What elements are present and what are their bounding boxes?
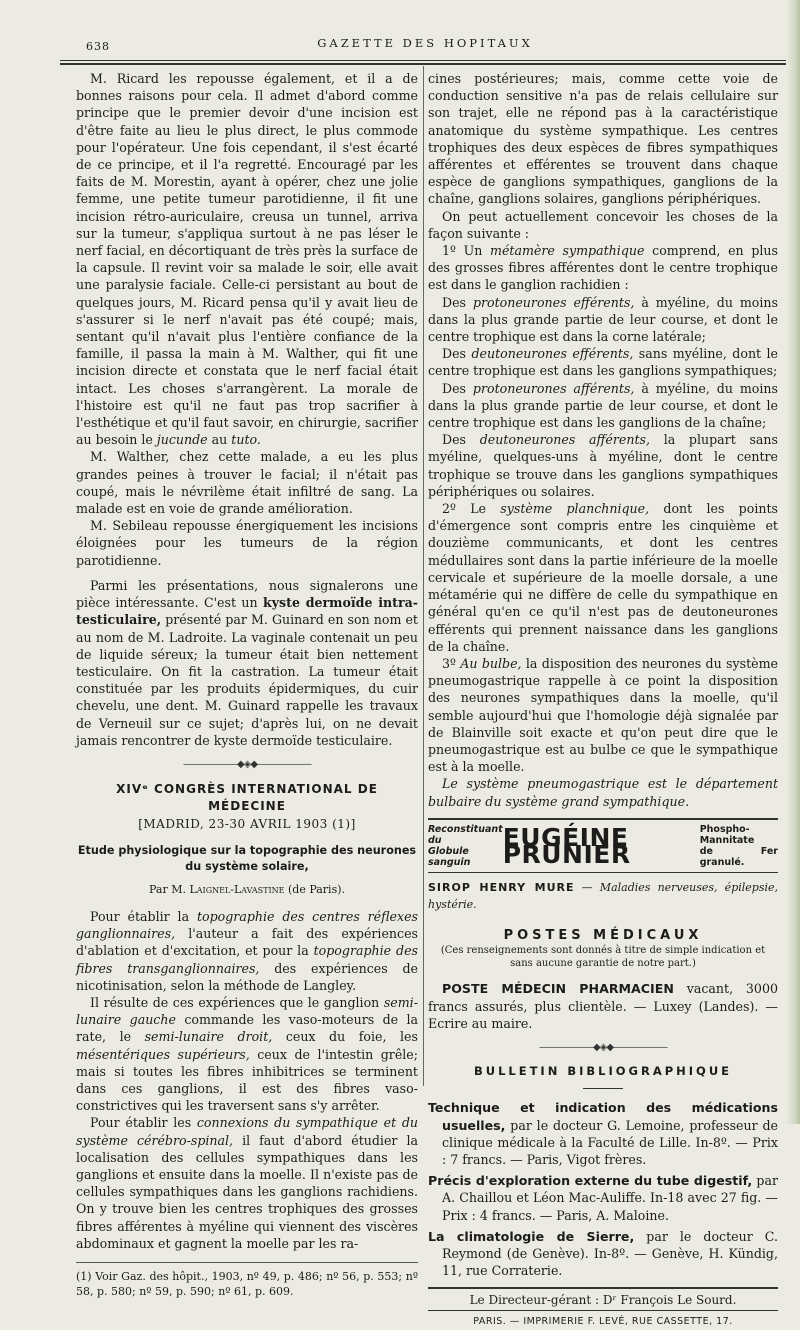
paragraph: Le système pneumogastrique est le département bulbaire du système grand sympathique. <box>428 776 778 809</box>
paragraph: On peut actuellement concevoir les choses de la façon suivante : <box>428 208 778 241</box>
paragraph: POSTE MÉDECIN PHARMACIEN vacant, 3000 francs assurés, plus clientèle. — Luxey (Landes). — Ecrire au maire. <box>428 981 778 1031</box>
paragraph: M. Ricard les repousse également, et il a de bonnes raisons pour cela. Il admet d'abord comme principe que le premier devoir d'une incision est d'être faite au lieu le plus direct, le plus commode pour l'opérateur. Une fois cependant, il s'est écarté de ce principe, et il l'a regretté. Encouragé par les faits de M. Morestin, ayant à opérer, chez une jolie femme, une petite tumeur parotidienne, il fit une incision rétro-auriculaire, creusa un tunnel, arriva sur la tumeur, s'appliqua surtout à ne pas léser le nerf facial, en décortiquant de très près la surface de la capsule. Il revint voir sa malade le soir, elle avait une paralysie faciale. Celle-ci persistant au bout de quelques jours, M. Ricard pensa qu'il y avait lieu de s'assurer si le nerf n'avait pas été coupé; mais, sentant qu'il n'avait plus l'entière confiance de la famille, il passa la main à M. Walther, qui fit une incision directe et constata que le nerf facial était intact. Les choses s'arrangèrent. La morale de l'histoire est qu'il ne faut pas trop sacrifier à l'esthétique et qu'il faut savoir, en chirurgie, sacrifier au besoin le jucunde au tuto. <box>76 71 418 448</box>
footer-rule <box>428 1287 778 1289</box>
ad-brand-name: EUGÉINE PRUNIER <box>502 822 631 869</box>
paragraph: 2º Le système planchnique, dont les points d'émergence sont compris entre les cinquième et douzième communicants, et dont les centres médullaires sont dans la partie inférieure de la moelle cervicale et supérieure de la moelle dorsale, a une métamérie qui ne diffère de celle du sympathique en général qu'en ce qu'il n'est pas de deutoneurones efférents qui prennent naissance dans les ganglions de la chaîne. <box>428 501 778 654</box>
paragraph: 1º Un métamère sympathique comprend, en plus des grosses fibres afférentes dont le centre trophique est dans le ganglion rachidien : <box>428 243 779 293</box>
paragraph: Pour établir les connexions du sympathique et du système cérébro-spinal, il faut d'abord étudier la localisation des cellules sympathiques dans les ganglions et ensuite dans la moelle. Il n'existe pas de cellules sympathiques dans les ganglions rachidiens. On y trouve bien les centres trophiques des grosses fibres afférentes à myéline qui viennent des viscères abdominaux et gagnent la moelle par les ra- <box>76 1115 418 1251</box>
advertisement-eugeine-prunier <box>428 818 778 873</box>
footnote: (1) Voir Gaz. des hôpit., 1903, nº 49, p. 486; nº 56, p. 553; nº 58, p. 580; nº 59, p. 590; nº 61, p. 609. <box>76 1270 418 1298</box>
section-note: (Ces renseignements sont donnés à titre de simple indication et sans aucune garantie de notre part.) <box>440 945 766 970</box>
separator-ornament: ——————◆◈◆—————— <box>182 758 312 770</box>
section-heading-postes: POSTES MÉDICAUX <box>503 928 703 944</box>
bibliography-entry: Précis d'exploration externe du tube digestif, par A. Chaillou et Léon Mac-Auliffe. In-18 avec 27 fig. — Prix : 4 francs. — Paris, A. Maloine. <box>428 1173 778 1223</box>
paragraph: Des deutoneurones afférents, la plupart sans myéline, quelques-uns à myéline, dont le centre trophique se trouve dans les ganglions sympathiques périphériques ou solaires. <box>428 432 778 499</box>
separator-ornament: ——————◆◈◆—————— <box>538 1041 668 1053</box>
article-author: Par M. Laignel-Lavastine (de Paris). <box>148 882 345 896</box>
footnote-rule <box>76 1262 418 1263</box>
page-edge <box>786 0 800 1124</box>
article-title: Etude physiologique sur la topographie des neurones du système solaire, <box>77 843 417 873</box>
paragraph: Des deutoneurones efférents, sans myéline, dont le centre trophique est dans les ganglions sympathiques; <box>428 346 779 379</box>
left-column <box>76 70 418 1299</box>
paragraph: cines postérieures; mais, comme cette voie de conduction sensitive n'a pas de relais cellulaire sur son trajet, elle ne répond pas à la caractéristique anatomique du système sympathique. Les centres trophiques des deux espèces de fibres sympathiques afférentes et efférentes se trouvent dans chaque espèce de ganglions sympathiques, ganglions de la chaîne, ganglions solaires, ganglions périphériques. <box>428 71 778 207</box>
paragraph: Parmi les présentations, nous signalerons une pièce intéressante. C'est un kyste dermoïde intra-testiculaire, présenté par M. Guinard en son nom et au nom de M. Ladroite. La vaginale contenait un peu de liquide séreux; la tumeur était bien nettement testiculaire. On fit la castration. La tumeur était constituée par les produits épidermiques, du cuir chevelu, une dent. M. Guinard rappelle les travaux de Verneuil sur ce sujet; d'après lui, on ne devait jamais rencontrer de kyste dermoïde testiculaire. <box>76 577 419 748</box>
paragraph: 3º Au bulbe, la disposition des neurones du système pneumogastrique rappelle à ce point la disposition des neurones sympathiques dans la moelle, qu'il semble aujourd'hui que l'homologie déjà signalée par de Blainville soit exacte et qu'on peut dire que le pneumogastrique est au bulbe ce que le sympathique est à la moelle. <box>428 655 778 775</box>
printer-line: PARIS. — IMPRIMERIE F. LEVÉ, RUE CASSETTE, 17. <box>428 1310 778 1330</box>
bibliography-entry: La climatologie de Sierre, par le docteur C. Reymond (de Genève). In-8º. — Genève, H. Kündig, 11, rue Corraterie. <box>428 1228 778 1279</box>
paragraph: M. Sebileau repousse énergiquement les incisions éloignées pour les tumeurs de la région parotidienne. <box>76 518 418 568</box>
paragraph: Des protoneurones efférents, à myéline, du moins dans la plus grande partie de leur course, et dont le centre trophique est dans la corne latérale; <box>428 294 778 345</box>
ad-tagline-right: Phospho-Mannitate de Fer granulé. <box>699 823 778 868</box>
paragraph: Il résulte de ces expériences que le ganglion semi-lunaire gauche commande les vaso-moteurs de la rate, le semi-lunaire droit, ceux du foie, les mésentériques supérieurs, ceux de l'intestin grêle; mais si toutes les fibres inhibitrices se terminent dans ces ganglions, il est des fibres vaso-constrictives qui les traversent sans s'y arrêter. <box>76 994 419 1114</box>
paragraph: Pour établir la topographie des centres réflexes ganglionnaires, l'auteur a fait des expériences d'ablation et d'excitation, et pour la topographie des fibres transganglionnaires, des expériences de nicotinisation, selon la méthode de Langley. <box>76 908 418 993</box>
bibliography-entry: Technique et indication des médications usuelles, par le docteur G. Lemoine, professeur de clinique médicale à la Faculté de Lille. In-8º. — Prix : 7 francs. — Paris, Vigot frères. <box>428 1100 778 1167</box>
column-divider <box>423 66 424 1086</box>
paragraph: Des protoneurones afférents, à myéline, du moins dans la plus grande partie de leur course, et dont le centre trophique est dans les ganglions de la chaîne; <box>428 380 778 431</box>
header-rule <box>60 60 790 61</box>
short-rule <box>583 1088 623 1089</box>
page-number: 638 <box>86 40 110 53</box>
director-line: Le Directeur-gérant : Dʳ François Le Sourd. <box>469 1293 737 1308</box>
advertisement-sirop: SIROP HENRY MURE — Maladies nerveuses, épilepsie, hystérie. <box>428 880 778 911</box>
section-subheading: [MADRID, 23-30 AVRIL 1903 (1)] <box>138 816 356 831</box>
journal-title: GAZETTE DES HOPITAUX <box>317 36 533 50</box>
right-column <box>428 70 778 1330</box>
running-header <box>60 34 790 56</box>
paragraph: M. Walther, chez cette malade, a eu les plus grandes peines à trouver le facial; il n'était pas coupé, mais le névrilème était infiltré de sang. La malade est en voie de grande amélioration. <box>76 449 418 517</box>
header-rule-thick <box>60 63 790 65</box>
section-heading: XIVᵉ CONGRÈS INTERNATIONAL DE MÉDECINE <box>116 782 378 814</box>
section-heading-bulletin: BULLETIN BIBLIOGRAPHIQUE <box>473 1064 733 1079</box>
ad-tagline-left: Reconstituant du Globule sanguin <box>428 823 503 868</box>
